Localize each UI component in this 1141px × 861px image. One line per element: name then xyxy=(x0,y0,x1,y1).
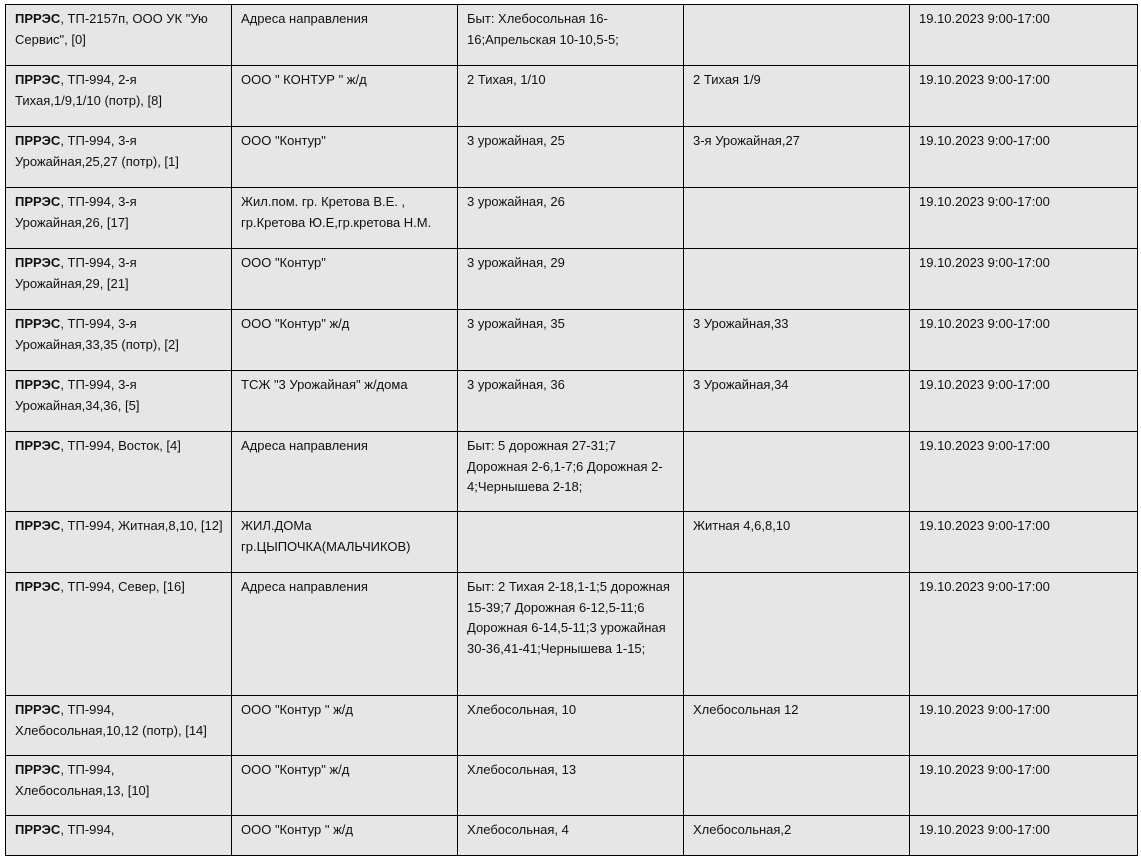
location-cell xyxy=(6,573,232,696)
table-row xyxy=(6,127,1138,188)
address-cell: 3 урожайная, 29 xyxy=(458,249,684,310)
org-label: ПРРЭС xyxy=(15,316,61,331)
address-extra-cell xyxy=(684,188,910,249)
address-extra-cell: Хлебосольная 12 xyxy=(684,696,910,756)
address-cell: Быт: 5 дорожная 27-31;7 Дорожная 2-6,1-7;6 Дорожная 2-4;Чернышева 2-18; xyxy=(458,432,684,512)
location-text: , ТП-994, Хлебосольная,13, [10] xyxy=(15,762,150,798)
table-row xyxy=(6,696,1138,756)
consumer-cell: ООО "Контур" xyxy=(232,249,458,310)
location-text: , ТП-994, 3-я Урожайная,33,35 (потр), [2] xyxy=(15,316,179,352)
location-cell xyxy=(6,432,232,512)
org-label: ПРРЭС xyxy=(15,579,61,594)
location-cell xyxy=(6,66,232,127)
table-row xyxy=(6,512,1138,573)
location-text: , ТП-994, Север, [16] xyxy=(60,579,185,594)
org-label: ПРРЭС xyxy=(15,194,61,209)
location-cell xyxy=(6,188,232,249)
address-cell: Быт: 2 Тихая 2-18,1-1;5 дорожная 15-39;7 Дорожная 6-12,5-11;6 Дорожная 6-14,5-11;3 урожайная 30-36,41-41;Чернышева 1-15; xyxy=(458,573,684,696)
consumer-cell: Адреса направления xyxy=(232,573,458,696)
org-label: ПРРЭС xyxy=(15,438,61,453)
consumer-cell: Адреса направления xyxy=(232,5,458,66)
address-extra-cell xyxy=(684,249,910,310)
org-label: ПРРЭС xyxy=(15,518,61,533)
location-text: , ТП-994, 2-я Тихая,1/9,1/10 (потр), [8] xyxy=(15,72,162,108)
location-cell xyxy=(6,127,232,188)
table-row xyxy=(6,188,1138,249)
table-row xyxy=(6,66,1138,127)
time-cell: 19.10.2023 9:00-17:00 xyxy=(910,816,1138,856)
location-cell xyxy=(6,5,232,66)
org-label: ПРРЭС xyxy=(15,133,61,148)
table-row xyxy=(6,573,1138,696)
consumer-cell: ООО "Контур" ж/д xyxy=(232,310,458,371)
time-cell: 19.10.2023 9:00-17:00 xyxy=(910,573,1138,696)
location-text: , ТП-994, Хлебосольная,10,12 (потр), [14] xyxy=(15,702,207,738)
address-extra-cell xyxy=(684,5,910,66)
table-row xyxy=(6,310,1138,371)
address-cell: 2 Тихая, 1/10 xyxy=(458,66,684,127)
time-cell: 19.10.2023 9:00-17:00 xyxy=(910,432,1138,512)
org-label: ПРРЭС xyxy=(15,822,61,837)
location-cell xyxy=(6,371,232,432)
consumer-cell: ТСЖ "3 Урожайная" ж/дома xyxy=(232,371,458,432)
outage-schedule-table xyxy=(5,4,1138,856)
address-extra-cell: Хлебосольная,2 xyxy=(684,816,910,856)
table-row xyxy=(6,432,1138,512)
org-label: ПРРЭС xyxy=(15,72,61,87)
location-text: , ТП-994, Восток, [4] xyxy=(60,438,181,453)
consumer-cell: Жил.пом. гр. Кретова В.Е. , гр.Кретова Ю.Е,гр.кретова Н.М. xyxy=(232,188,458,249)
location-text: , ТП-994, xyxy=(60,822,115,837)
address-extra-cell xyxy=(684,573,910,696)
location-cell xyxy=(6,512,232,573)
address-cell xyxy=(458,512,684,573)
location-text: , ТП-994, 3-я Урожайная,29, [21] xyxy=(15,255,137,291)
address-cell: 3 урожайная, 36 xyxy=(458,371,684,432)
location-cell xyxy=(6,696,232,756)
address-cell: Хлебосольная, 10 xyxy=(458,696,684,756)
address-cell: Хлебосольная, 13 xyxy=(458,756,684,816)
address-extra-cell: Житная 4,6,8,10 xyxy=(684,512,910,573)
address-extra-cell: 3 Урожайная,33 xyxy=(684,310,910,371)
address-extra-cell xyxy=(684,756,910,816)
address-extra-cell: 3 Урожайная,34 xyxy=(684,371,910,432)
location-cell xyxy=(6,249,232,310)
table-row xyxy=(6,371,1138,432)
time-cell: 19.10.2023 9:00-17:00 xyxy=(910,512,1138,573)
address-extra-cell: 2 Тихая 1/9 xyxy=(684,66,910,127)
address-cell: Быт: Хлебосольная 16-16;Апрельская 10-10,5-5; xyxy=(458,5,684,66)
consumer-cell: ООО "Контур" ж/д xyxy=(232,756,458,816)
table-body xyxy=(6,5,1138,856)
org-label: ПРРЭС xyxy=(15,702,61,717)
time-cell: 19.10.2023 9:00-17:00 xyxy=(910,371,1138,432)
time-cell: 19.10.2023 9:00-17:00 xyxy=(910,66,1138,127)
address-extra-cell xyxy=(684,432,910,512)
table-row xyxy=(6,249,1138,310)
address-cell: 3 урожайная, 35 xyxy=(458,310,684,371)
address-cell: Хлебосольная, 4 xyxy=(458,816,684,856)
time-cell: 19.10.2023 9:00-17:00 xyxy=(910,696,1138,756)
location-cell xyxy=(6,756,232,816)
time-cell: 19.10.2023 9:00-17:00 xyxy=(910,310,1138,371)
org-label: ПРРЭС xyxy=(15,762,61,777)
consumer-cell: Адреса направления xyxy=(232,432,458,512)
consumer-cell: ООО " КОНТУР " ж/д xyxy=(232,66,458,127)
org-label: ПРРЭС xyxy=(15,11,61,26)
time-cell: 19.10.2023 9:00-17:00 xyxy=(910,127,1138,188)
consumer-cell: ООО "Контур " ж/д xyxy=(232,696,458,756)
org-label: ПРРЭС xyxy=(15,255,61,270)
time-cell: 19.10.2023 9:00-17:00 xyxy=(910,756,1138,816)
table-row xyxy=(6,816,1138,856)
address-cell: 3 урожайная, 25 xyxy=(458,127,684,188)
address-cell: 3 урожайная, 26 xyxy=(458,188,684,249)
time-cell: 19.10.2023 9:00-17:00 xyxy=(910,5,1138,66)
consumer-cell: ООО "Контур" xyxy=(232,127,458,188)
location-cell xyxy=(6,310,232,371)
table-row xyxy=(6,756,1138,816)
location-text: , ТП-994, 3-я Урожайная,34,36, [5] xyxy=(15,377,140,413)
location-cell xyxy=(6,816,232,856)
table-row xyxy=(6,5,1138,66)
consumer-cell: ООО "Контур " ж/д xyxy=(232,816,458,856)
org-label: ПРРЭС xyxy=(15,377,61,392)
time-cell: 19.10.2023 9:00-17:00 xyxy=(910,188,1138,249)
location-text: , ТП-2157п, ООО УК "Ую Сервис", [0] xyxy=(15,11,208,47)
location-text: , ТП-994, 3-я Урожайная,25,27 (потр), [1] xyxy=(15,133,179,169)
consumer-cell: ЖИЛ.ДОМа гр.ЦЫПОЧКА(МАЛЬЧИКОВ) xyxy=(232,512,458,573)
time-cell: 19.10.2023 9:00-17:00 xyxy=(910,249,1138,310)
location-text: , ТП-994, 3-я Урожайная,26, [17] xyxy=(15,194,137,230)
address-extra-cell: 3-я Урожайная,27 xyxy=(684,127,910,188)
location-text: , ТП-994, Житная,8,10, [12] xyxy=(60,518,223,533)
